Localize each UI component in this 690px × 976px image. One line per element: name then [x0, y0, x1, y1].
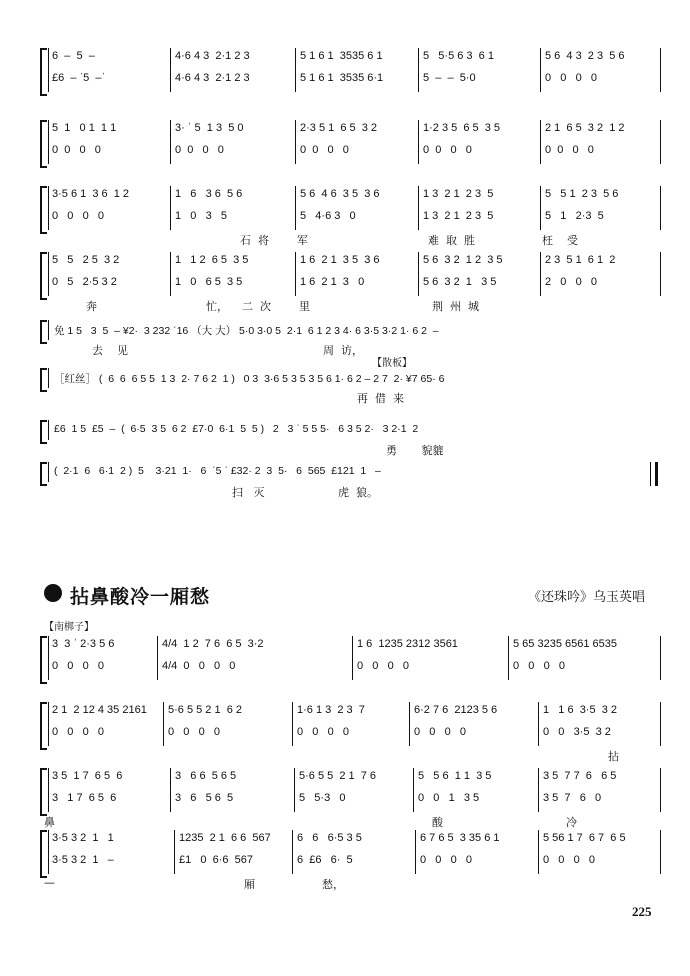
single-line-2-brace [40, 368, 47, 392]
aria-system-4-lower-measure: £1 0 6·6 567 [179, 854, 253, 866]
aria-system-3-bar-line [294, 768, 295, 812]
aria-system-4-lower-measure: 3·5 3 2 1 – [52, 854, 114, 866]
top-system-1-brace [40, 48, 47, 96]
aria-system-4-lower-measure: 6 £6 6· 5 [297, 854, 353, 866]
top-system-2-bar-line [418, 120, 419, 164]
top-system-3-bar-line [170, 186, 171, 230]
aria-system-3-bar-line [660, 768, 661, 812]
aria-system-2-lower-measure: 0 0 0 0 [414, 726, 466, 738]
aria-system-2-lower-measure: 0 0 3·5 3 2 [543, 726, 611, 738]
aria-system-4-bar-line [415, 830, 416, 874]
top-system-1-lower-measure: 5 1 6 1 3535 6·1 [300, 72, 384, 84]
top-system-1-lower-measure: 4·6 4 3 2·1 2 3 [175, 72, 250, 84]
top-system-4-lower-measure: 0 5 2·5 3 2 [52, 276, 117, 288]
top-system-2-upper-measure: 2·3 5 1 6 5 3 2 [300, 122, 378, 134]
top-system-2-upper-measure: 5 1 0 1 1 1 [52, 122, 117, 134]
aria-system-2-lower-measure: 0 0 0 0 [168, 726, 220, 738]
top-system-3-lower-measure: 5 1 2·3 5 [545, 210, 604, 222]
top-system-2-bar-line [170, 120, 171, 164]
single-line-1-lyric: 去 见 [92, 344, 128, 357]
single-line-2-lyric: 再 借 来 [357, 392, 404, 405]
top-system-3-bar-line [295, 186, 296, 230]
top-system-3-lower-measure: 5 4·6 3 0 [300, 210, 356, 222]
top-system-4-lyric: 奔 [86, 300, 97, 313]
aria-system-4-lyric: — [44, 876, 55, 889]
final-barline [655, 462, 658, 486]
aria-system-4-lower-measure: 0 0 0 0 [420, 854, 472, 866]
top-system-2-bar-line [295, 120, 296, 164]
aria-system-3-lower-measure: 3 1 7 6 5 6 [52, 792, 117, 804]
top-system-3-upper-measure: 1 6 3 6 5 6 [175, 188, 243, 200]
aria-system-4-lyric: 愁， [322, 878, 344, 891]
top-system-1-lower-measure: 0 0 0 0 [545, 72, 597, 84]
aria-system-2-bar-line [538, 702, 539, 746]
top-system-3-brace [40, 186, 47, 234]
top-system-1-bar-start [48, 48, 49, 92]
aria-system-4-brace [40, 830, 47, 878]
top-system-3-lower-measure: 1 3 2 1 2 3 5 [423, 210, 494, 222]
top-system-1-upper-measure: 5 6 4 3 2 3 5 6 [545, 50, 625, 62]
top-system-2-upper-measure: 3· ˈ 5 1 3 5 0 [175, 122, 244, 134]
single-line-2-notes: ［红丝］ ( 6 6 6 5 5 1 3 2· 7 6 2 1 ) 0 3 3·6 5 3 5 3 5 6 1· 6 2 – 2 7 2· ¥7 65· 6 [54, 373, 445, 385]
aria-system-2-brace [40, 702, 47, 750]
top-system-3-lyric: 石 将 军 [240, 234, 308, 247]
aria-system-1-lower-measure: 0 0 0 0 [357, 660, 409, 672]
aria-system-3-lyric: 酸 [432, 816, 443, 829]
aria-system-3-brace [40, 768, 47, 816]
top-system-3-upper-measure: 1 3 2 1 2 3 5 [423, 188, 494, 200]
aria-system-4-lyric: 厢 [244, 878, 255, 891]
top-system-3-upper-measure: 5 6 4 6 3 5 3 6 [300, 188, 380, 200]
aria-system-4-bar-line [292, 830, 293, 874]
aria-system-1-upper-measure: 3 3 ˈ 2·3 5 6 [52, 638, 115, 650]
section-marker: 【南梆子】 [44, 622, 94, 633]
aria-system-2-bar-line [292, 702, 293, 746]
top-system-3-lyric: 难 取 胜 [428, 234, 475, 247]
aria-system-4-upper-measure: 1235 2 1 6 6 567 [179, 832, 271, 844]
aria-system-2-bar-line [409, 702, 410, 746]
top-system-1-bar-line [170, 48, 171, 92]
top-system-2-lower-measure: 0 0 0 0 [545, 144, 594, 156]
aria-system-3-lyric: 鼻 [44, 816, 55, 829]
single-line-4-lyric: 虎 狼。 [338, 486, 378, 499]
top-system-4-bar-line [418, 252, 419, 296]
top-system-4-lower-measure: 5 6 3 2 1 3 5 [423, 276, 497, 288]
top-system-4-bar-line [540, 252, 541, 296]
top-system-2-upper-measure: 2 1 6 5 3 2 1 2 [545, 122, 625, 134]
top-system-2-bar-line [540, 120, 541, 164]
single-line-3-brace [40, 420, 47, 444]
single-line-3-bar-start [48, 420, 49, 440]
page-number: 225 [632, 904, 652, 919]
top-system-1-bar-line [295, 48, 296, 92]
top-system-2-bar-start [48, 120, 49, 164]
top-system-3-upper-measure: 5 5 1 2 3 5 6 [545, 188, 619, 200]
aria-system-2-bar-line [660, 702, 661, 746]
section-title: 拈鼻酸冷一厢愁 [70, 586, 211, 608]
aria-system-3-bar-start [48, 768, 49, 812]
aria-system-3-bar-line [538, 768, 539, 812]
top-system-1-bar-line [540, 48, 541, 92]
top-system-3-bar-start [48, 186, 49, 230]
single-line-4-lyric: 扫 灭 [232, 486, 265, 499]
top-system-4-upper-measure: 1 1 2 6 5 3 5 [175, 254, 249, 266]
top-system-2-lower-measure: 0 0 0 0 [175, 144, 224, 156]
aria-system-1-lower-measure: 0 0 0 0 [52, 660, 104, 672]
aria-system-2-upper-measure: 2 1 2 12 4 35 2161 [52, 704, 147, 716]
aria-system-4-bar-line [538, 830, 539, 874]
top-system-4-bar-start [48, 252, 49, 296]
top-system-3-lower-measure: 0 0 0 0 [52, 210, 104, 222]
aria-system-3-lower-measure: 5 5·3 0 [299, 792, 346, 804]
aria-system-1-lower-measure: 4/4 0 0 0 0 [162, 660, 236, 672]
aria-system-3-lower-measure: 0 0 1 3 5 [418, 792, 480, 804]
aria-system-2-bar-start [48, 702, 49, 746]
top-system-1-upper-measure: 5 5·5 6 3 6 1 [423, 50, 494, 62]
top-system-1-bar-line [418, 48, 419, 92]
top-system-4-lyric: 荆 州 城 [432, 300, 479, 313]
top-system-2-lower-measure: 0 0 0 0 [52, 144, 101, 156]
top-system-4-upper-measure: 5 5 2 5 3 2 [52, 254, 120, 266]
single-line-3-notes: £6 1 5 £5 – ( 6·5 3 5 6 2 £7·0 6·1 5 5 ) 2 3 ˈ 5 5 5· 6 3 5 2· 3 2·1 2 [54, 423, 419, 435]
aria-system-3-upper-measure: 5·6 5 5 2 1 7 6 [299, 770, 377, 782]
aria-system-2-upper-measure: 1·6 1 3 2 3 7 [297, 704, 365, 716]
section-source: 《还珠吟》乌玉英唱 [528, 590, 646, 605]
aria-system-2-lower-measure: 0 0 0 0 [52, 726, 104, 738]
top-system-1-bar-line [660, 48, 661, 92]
top-system-3-upper-measure: 3·5 6 1 3 6 1 2 [52, 188, 130, 200]
aria-system-1-upper-measure: 1 6 1235 2312 3561 [357, 638, 458, 650]
aria-system-3-upper-measure: 5 5 6 1 1 3 5 [418, 770, 492, 782]
single-line-4-notes: ( 2·1 6 6·1 2 ) 5 3·21 1· 6 ˈ5 ˈ £32· 2 3 5· 6 565 £121 1 – [54, 465, 381, 477]
top-system-4-lower-measure: 1 0 6 5 3 5 [175, 276, 243, 288]
aria-system-1-bar-line [352, 636, 353, 680]
top-system-2-upper-measure: 1·2 3 5 6 5 3 5 [423, 122, 501, 134]
top-system-2-lower-measure: 0 0 0 0 [423, 144, 472, 156]
aria-system-1-bar-line [157, 636, 158, 680]
top-system-1-upper-measure: 5 1 6 1 3535 6 1 [300, 50, 383, 62]
aria-system-3-bar-line [413, 768, 414, 812]
aria-system-3-lower-measure: 3 6 5 6 5 [175, 792, 234, 804]
aria-system-2-upper-measure: 1 1 6 3·5 3 2 [543, 704, 617, 716]
bullet-icon [44, 584, 62, 602]
aria-system-3-upper-measure: 3 6 6 5 6 5 [175, 770, 237, 782]
top-system-4-bar-line [170, 252, 171, 296]
aria-system-4-bar-line [660, 830, 661, 874]
single-line-1-bar-start [48, 320, 49, 340]
aria-system-3-lyric: 冷 [566, 816, 577, 829]
aria-system-3-bar-line [170, 768, 171, 812]
top-system-1-upper-measure: 6 – 5 – [52, 50, 95, 62]
top-system-4-upper-measure: 5 6 3 2 1 2 3 5 [423, 254, 503, 266]
top-system-3-bar-line [418, 186, 419, 230]
single-line-3-lyric: 勇 貌貔 [386, 444, 444, 457]
aria-system-2-upper-measure: 6·2 7 6 2123 5 6 [414, 704, 498, 716]
single-line-4-bar-start [48, 462, 49, 482]
aria-system-1-upper-measure: 4/4 1 2 7 6 6 5 3·2 [162, 638, 264, 650]
top-system-3-lower-measure: 1 0 3 5 [175, 210, 227, 222]
single-line-1-lyric: 周 访， [323, 344, 363, 357]
top-system-2-brace [40, 120, 47, 168]
aria-system-2-lower-measure: 0 0 0 0 [297, 726, 349, 738]
aria-system-4-bar-line [174, 830, 175, 874]
top-system-4-lyric: 忙， 二 次 里 [206, 300, 310, 313]
single-line-4-brace [40, 462, 47, 486]
top-system-2-bar-line [660, 120, 661, 164]
aria-system-3-lower-measure: 3 5 7 6 0 [543, 792, 602, 804]
aria-system-1-upper-measure: 5 65 3235 6561 6535 [513, 638, 617, 650]
top-system-1-upper-measure: 4·6 4 3 2·1 2 3 [175, 50, 250, 62]
top-system-4-bar-line [295, 252, 296, 296]
single-line-2-bar-start [48, 368, 49, 388]
aria-system-1-bar-line [660, 636, 661, 680]
aria-system-1-lower-measure: 0 0 0 0 [513, 660, 565, 672]
aria-system-2-lyric: 拈 [608, 750, 619, 763]
top-system-3-bar-line [540, 186, 541, 230]
aria-system-1-bar-start [48, 636, 49, 680]
aria-system-1-bar-line [508, 636, 509, 680]
top-system-1-lower-measure: 5 – – 5·0 [423, 72, 476, 84]
single-line-1-brace [40, 320, 47, 344]
aria-system-1-brace [40, 636, 47, 684]
aria-system-4-upper-measure: 3·5 3 2 1 1 [52, 832, 114, 844]
top-system-4-lower-measure: 2 0 0 0 [545, 276, 597, 288]
aria-system-4-bar-start [48, 830, 49, 874]
aria-system-3-upper-measure: 3 5 1 7 6 5 6 [52, 770, 123, 782]
aria-system-2-bar-line [163, 702, 164, 746]
aria-system-3-upper-measure: 3 5 7 7 6 6 5 [543, 770, 617, 782]
single-line-1-notes: 免 1 5 3 5 – ¥2· 3 232 ˈ16 （大 大） 5·0 3·0 5 2·1 6 1 2 3 4· 6 3·5 3·2 1· 6 2 – [54, 325, 439, 337]
final-barline-thin [650, 462, 651, 486]
top-system-3-bar-line [660, 186, 661, 230]
top-system-4-lower-measure: 1 6 2 1 3 0 [300, 276, 365, 288]
top-system-4-upper-measure: 1 6 2 1 3 5 3 6 [300, 254, 380, 266]
top-system-1-lower-measure: £6 – ˈ5 –ˈ [52, 72, 106, 84]
top-system-4-bar-line [660, 252, 661, 296]
aria-system-4-upper-measure: 6 6 6·5 3 5 [297, 832, 362, 844]
top-system-4-upper-measure: 2 3 5 1 6 1 2 [545, 254, 616, 266]
aria-system-2-upper-measure: 5·6 5 5 2 1 6 2 [168, 704, 242, 716]
top-system-3-lyric: 枉 受 [542, 234, 578, 247]
aria-system-4-upper-measure: 5 56 1 7 6 7 6 5 [543, 832, 626, 844]
top-system-4-brace [40, 252, 47, 300]
top-system-2-lower-measure: 0 0 0 0 [300, 144, 349, 156]
aria-system-4-upper-measure: 6 7 6 5 3 35 6 1 [420, 832, 500, 844]
single-line-2-marker: 【散板】 [372, 358, 412, 369]
aria-system-4-lower-measure: 0 0 0 0 [543, 854, 595, 866]
